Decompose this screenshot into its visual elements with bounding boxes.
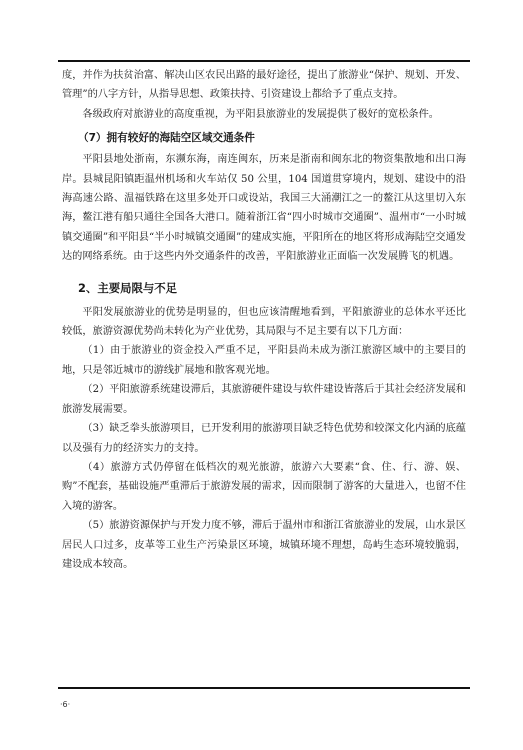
paragraph-limitations-intro: 平阳发展旅游业的优势是明显的，但也应该清醒地看到，平阳旅游业的总体水平还比较低，旅游资源优势尚未转化为产业优势，其局限与不足主要有以下几方面： bbox=[62, 306, 466, 338]
page-body bbox=[62, 66, 466, 574]
section-heading-limitations: 2、主要局限与不足 bbox=[78, 280, 178, 295]
header-rule bbox=[58, 60, 470, 62]
footer-rule bbox=[58, 687, 470, 689]
section-heading-7: （7）拥有较好的海陆空区域交通条件 bbox=[78, 132, 255, 145]
limitation-item-5: （5）旅游资源保护与开发力度不够，滞后于温州市和浙江省旅游业的发展，山水景区居民人口过多，皮革等工业生产污染景区环境，城镇环境不理想，岛屿生态环境较脆弱，建设成本较高。 bbox=[62, 520, 466, 570]
limitation-item-1: （1）由于旅游业的资金投入严重不足，平阳县尚未成为浙江旅游区域中的主要目的地，只是邻近城市的游线扩展地和散客观光地。 bbox=[62, 345, 466, 376]
limitation-item-4: （4）旅游方式仍停留在低档次的观光旅游，旅游六大要素“食、住、行、游、娱、购”不配套，基础设施严重滞后于旅游发展的需求，因而限制了游客的大量进入，也留不住入境的游客。 bbox=[62, 461, 466, 512]
limitation-item-3: （3）缺乏拳头旅游项目，已开发利用的旅游项目缺乏特色优势和较深文化内涵的底蕴以及强有力的经济实力的支持。 bbox=[62, 423, 466, 454]
limitation-item-2: （2）平阳旅游系统建设滞后，其旅游硬件建设与软件建设皆落后于其社会经济发展和旅游发展需要。 bbox=[62, 384, 466, 415]
paragraph-continued: 度，并作为扶贫治富、解决山区农民出路的最好途径，提出了旅游业“保护、规划、开发、管理”的八字方针，从指导思想、政策扶持、引资建设上都给予了重点支持。 bbox=[62, 70, 466, 101]
paragraph-transport: 平阳县地处浙南，东濒东海，南连闽东，历来是浙南和闽东北的物资集散地和出口海岸。县城昆阳镇距温州机场和火车站仅 50 公里，104 国道贯穿境内，规划、建设中的沿海高速公路、温福铁路在这里多处开口或设站，我国三大涌潮江之一的鳌江从这里切入东海，鳌江港有船只通往全国各大港口。随着浙江省“四小时城市交通圈”、温州市“一小时城镇交通圈”和平阳县“半小时城镇交通圈”的建成实施，平阳所在的地区将形成海陆空交通发达的网络系统。由于这些内外交通条件的改善，平阳旅游业正面临一次发展腾飞的机遇。 bbox=[62, 154, 466, 263]
page-number: ·6· bbox=[60, 700, 71, 709]
paragraph-government-support: 各级政府对旅游业的高度重视，为平阳县旅游业的发展提供了极好的宽松条件。 bbox=[82, 108, 439, 120]
